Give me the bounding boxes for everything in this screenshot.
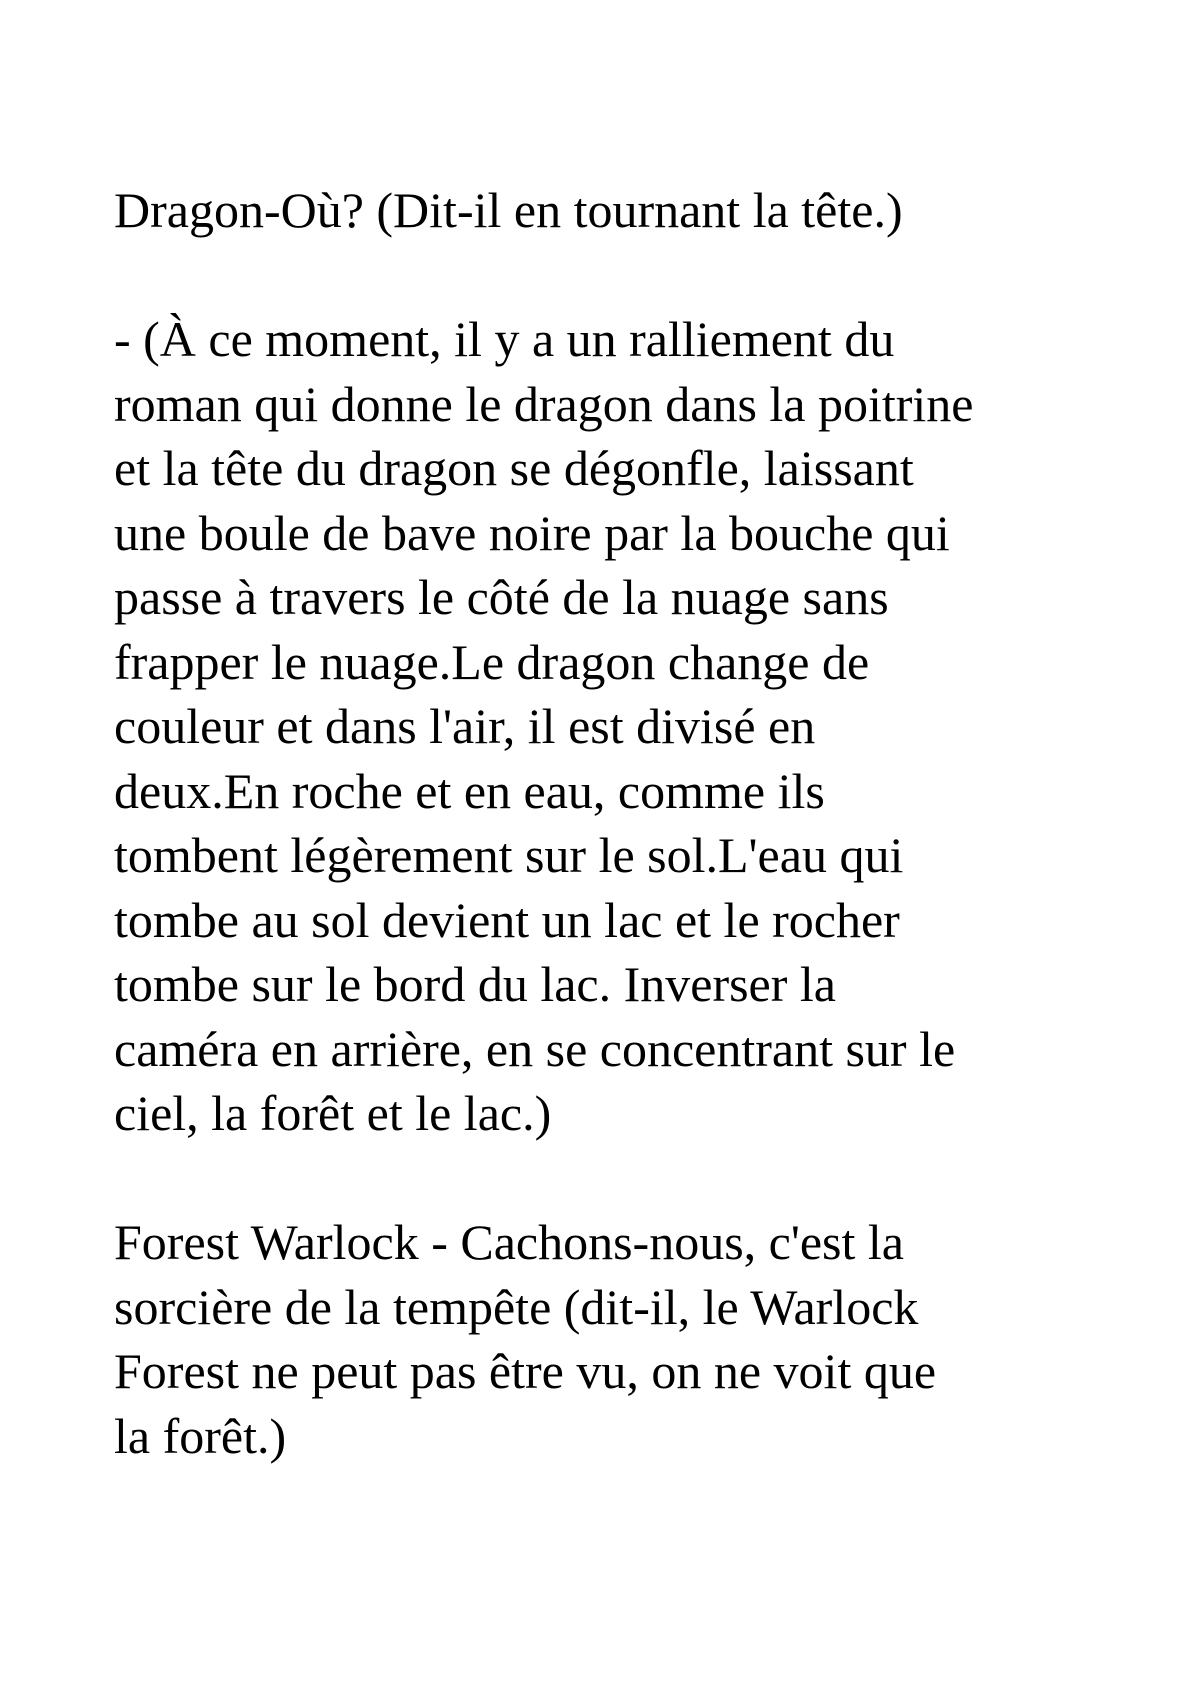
text-line: caméra en arrière, en se concentrant sur le bbox=[114, 1020, 956, 1077]
text-line: couleur et dans l'air, il est divisé en bbox=[114, 698, 816, 754]
text-line: - (À ce moment, il y a un ralliement du bbox=[114, 311, 895, 367]
text-line: tombe sur le bord du lac. Inverser la bbox=[114, 956, 836, 1012]
text-line: Dragon-Où? (Dit-il en tournant la tête.) bbox=[114, 182, 903, 238]
text-line: la forêt.) bbox=[114, 1407, 287, 1464]
text-line: Forest Warlock - Cachons-nous, c'est la bbox=[114, 1214, 904, 1270]
paragraph-stage-direction bbox=[114, 307, 1114, 1146]
text-line: une boule de bave noire par la bouche qui bbox=[114, 504, 950, 561]
text-line: deux.En roche et en eau, comme ils bbox=[114, 762, 825, 819]
document-page bbox=[114, 178, 1114, 1468]
paragraph-gap bbox=[114, 1146, 1114, 1211]
paragraph-forest-warlock bbox=[114, 1210, 1114, 1468]
text-line: ciel, la forêt et le lac.) bbox=[114, 1085, 552, 1141]
text-line: frapper le nuage.Le dragon change de bbox=[114, 633, 870, 690]
text-line: sorcière de la tempête (dit-il, le Warlock bbox=[114, 1278, 919, 1335]
text-line: et la tête du dragon se dégonfle, laissant bbox=[114, 440, 914, 496]
text-line: tombe au sol devient un lac et le rocher bbox=[114, 891, 900, 948]
text-line: passe à travers le côté de la nuage sans bbox=[114, 569, 889, 625]
text-line: roman qui donne le dragon dans la poitrine bbox=[114, 375, 974, 432]
text-line: tombent légèrement sur le sol.L'eau qui bbox=[114, 827, 904, 883]
paragraph-dragon-line bbox=[114, 178, 1114, 243]
paragraph-gap bbox=[114, 243, 1114, 308]
text-line: Forest ne peut pas être vu, on ne voit que bbox=[114, 1343, 937, 1399]
